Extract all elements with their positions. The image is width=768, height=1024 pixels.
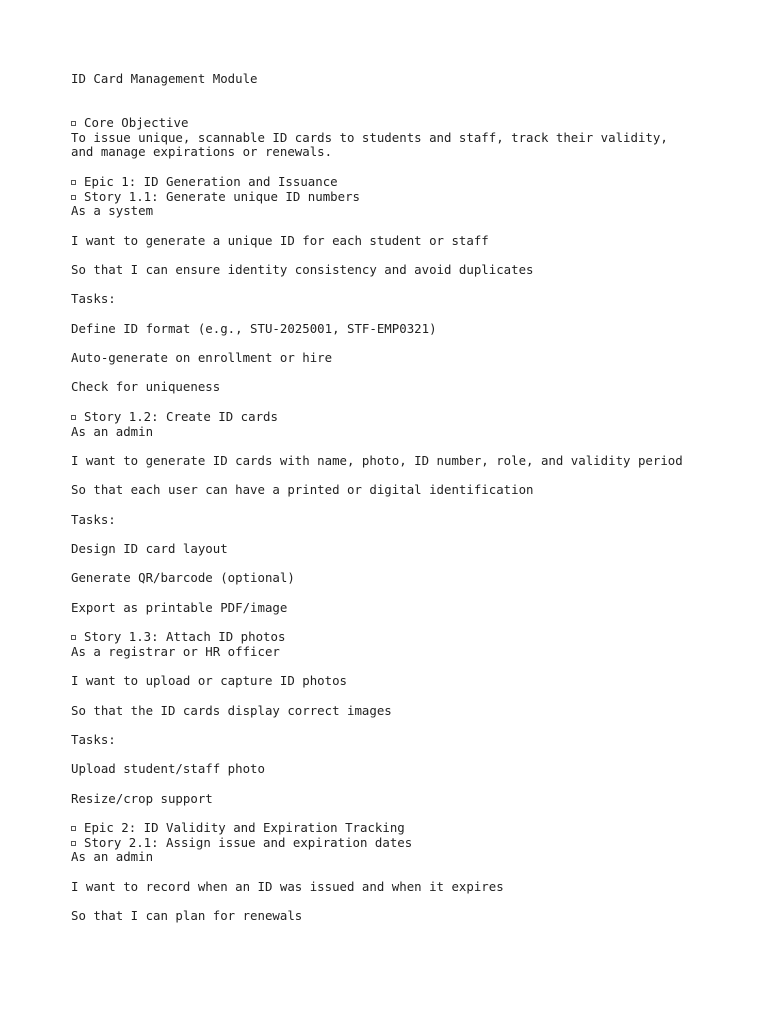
checkbox-bullet-icon (71, 826, 76, 831)
story-1-3-task: Upload student/staff photo (71, 761, 265, 777)
checkbox-bullet-icon (71, 195, 76, 200)
story-1-2-so-that: So that each user can have a printed or digital identification (71, 482, 534, 498)
story-2-1-i-want: I want to record when an ID was issued and when it expires (71, 878, 504, 894)
checkbox-bullet-icon (71, 415, 76, 420)
checkbox-bullet-icon (71, 841, 76, 846)
story-1-3-task: Resize/crop support (71, 790, 213, 806)
story-1-1-task: Check for uniqueness (71, 379, 221, 395)
story-1-2-i-want: I want to generate ID cards with name, photo, ID number, role, and validity period (71, 452, 683, 468)
core-objective-text-2: and manage expirations or renewals. (71, 144, 333, 160)
story-2-1-so-that: So that I can plan for renewals (71, 908, 303, 924)
epic-2-heading: Epic 2: ID Validity and Expiration Tracking (71, 821, 751, 836)
story-1-1-task: Auto-generate on enrollment or hire (71, 350, 333, 366)
checkbox-bullet-icon (71, 121, 76, 126)
story-1-3-as-a: As a registrar or HR officer (71, 643, 280, 659)
story-1-1-heading: Story 1.1: Generate unique ID numbers (71, 190, 751, 205)
story-1-1-so-that: So that I can ensure identity consistency and avoid duplicates (71, 261, 534, 277)
core-objective-text-1: To issue unique, scannable ID cards to students and staff, track their validity, (71, 129, 668, 145)
story-2-1-heading: Story 2.1: Assign issue and expiration dates (71, 836, 751, 851)
story-1-1-as-a: As a system (71, 203, 154, 219)
document-page (71, 72, 751, 924)
story-1-3-tasks-label: Tasks: (71, 731, 116, 747)
story-1-1-tasks-label: Tasks: (71, 291, 116, 307)
story-1-3-heading: Story 1.3: Attach ID photos (71, 630, 751, 645)
story-1-3-i-want: I want to upload or capture ID photos (71, 673, 348, 689)
document-title: ID Card Management Module (71, 71, 258, 86)
story-1-2-as-a: As an admin (71, 423, 154, 439)
story-1-1-task: Define ID format (e.g., STU-2025001, STF-EMP0321) (71, 320, 437, 336)
story-1-2-task: Export as printable PDF/image (71, 599, 288, 615)
story-1-2-task: Generate QR/barcode (optional) (71, 570, 295, 586)
epic-1-heading: Epic 1: ID Generation and Issuance (71, 175, 751, 190)
story-1-2-task: Design ID card layout (71, 541, 228, 556)
story-1-2-tasks-label: Tasks: (71, 511, 116, 527)
core-objective-heading: Core Objective (71, 116, 751, 131)
checkbox-bullet-icon (71, 180, 76, 185)
story-2-1-as-a: As an admin (71, 849, 154, 865)
checkbox-bullet-icon (71, 635, 76, 640)
story-1-1-i-want: I want to generate a unique ID for each student or staff (71, 232, 489, 248)
story-1-3-so-that: So that the ID cards display correct images (71, 702, 392, 718)
story-1-2-heading: Story 1.2: Create ID cards (71, 410, 751, 425)
